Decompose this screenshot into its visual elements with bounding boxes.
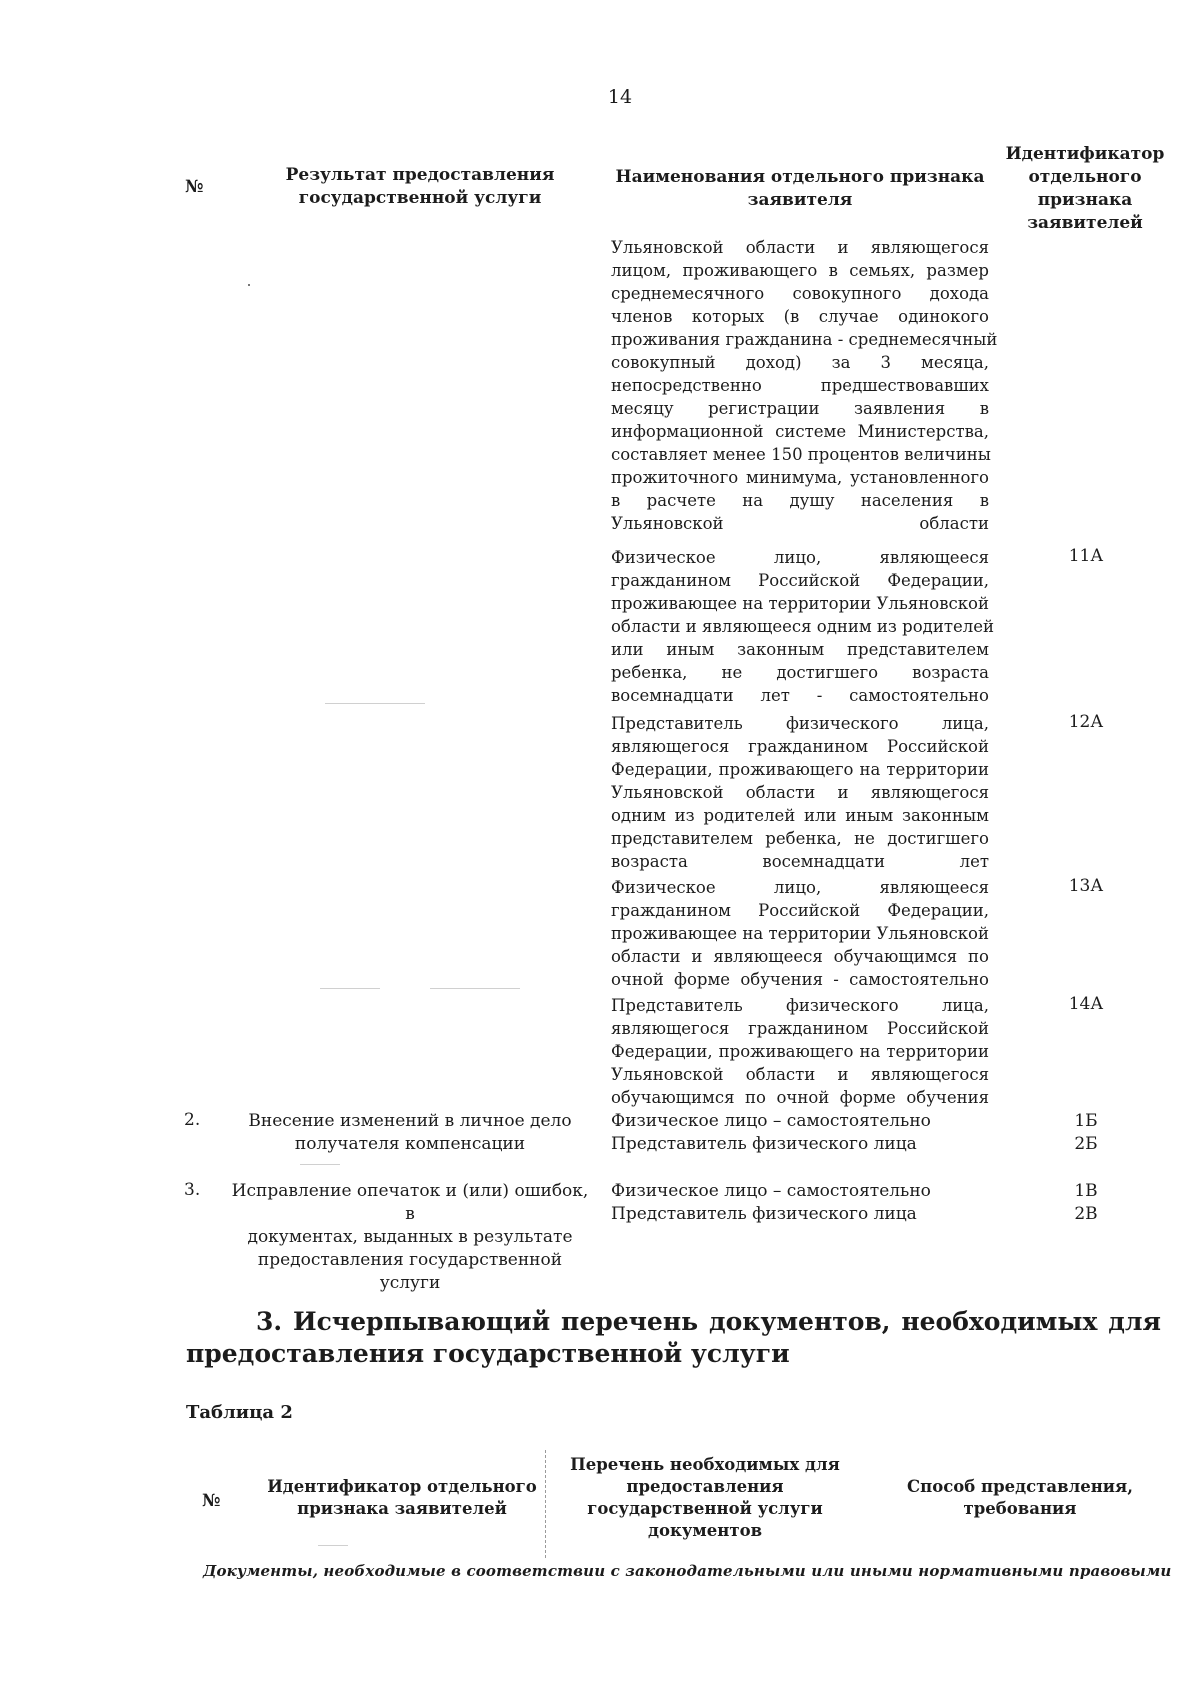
section-word: необходимых xyxy=(901,1307,1098,1336)
section-word: перечень xyxy=(561,1307,699,1336)
text-line: Ульяновской области xyxy=(611,514,989,533)
table2-column-divider xyxy=(545,1450,546,1558)
text-line: являющегося гражданином Российской xyxy=(611,737,989,756)
applicant-feature-cell xyxy=(611,994,989,1109)
header-line: Перечень необходимых для xyxy=(570,1455,840,1474)
text-line: прожиточного минимума, установленного xyxy=(611,468,989,487)
table2-header-documents xyxy=(555,1454,855,1542)
text-line: Физическое лицо – самостоятельно xyxy=(611,1111,931,1131)
header-name-line: заявителя xyxy=(747,190,853,210)
text-line: непосредственно предшествовавших xyxy=(611,376,989,395)
header-result-line: государственной услуги xyxy=(298,188,542,208)
applicant-feature-cell xyxy=(611,1180,989,1226)
identifier-cell: 13А xyxy=(1068,876,1104,896)
text-line: являющегося гражданином Российской xyxy=(611,1019,989,1038)
text-line: одним из родителей или иным законным xyxy=(611,806,989,825)
header-line: предоставления xyxy=(626,1477,784,1496)
header-id-line: отдельного xyxy=(1028,167,1142,187)
text-line: Федерации, проживающего на территории xyxy=(611,1042,989,1061)
table1-header-number: № xyxy=(185,177,204,197)
text-line: или иным законным представителем xyxy=(611,640,989,659)
text-line: возраста восемнадцати лет xyxy=(611,852,989,871)
text-line: очной форме обучения - самостоятельно xyxy=(611,970,989,989)
header-id-line: заявителей xyxy=(1027,213,1143,233)
scan-artifact xyxy=(248,284,250,286)
header-line: требования xyxy=(963,1499,1077,1518)
text-line: в расчете на душу населения в xyxy=(611,491,989,510)
table1-header-id xyxy=(1000,143,1170,235)
section-word: 3. xyxy=(256,1307,283,1336)
header-line: Способ представления, xyxy=(907,1477,1133,1496)
text-line: Представитель физического лица, xyxy=(611,714,989,733)
text-line: представителем ребенка, не достигшего xyxy=(611,829,989,848)
text-line: Ульяновской области и являющегося xyxy=(611,238,989,257)
row-number: 2. xyxy=(184,1110,201,1130)
scan-artifact xyxy=(300,1164,340,1165)
text-line: среднемесячного совокупного дохода xyxy=(611,284,989,303)
result-cell xyxy=(225,1180,595,1295)
identifier-cell xyxy=(1036,1180,1136,1226)
page-number: 14 xyxy=(607,86,633,108)
text-line: проживания гражданина - среднемесячный xyxy=(611,330,998,349)
identifier-line: 2В xyxy=(1074,1204,1098,1224)
applicant-feature-cell xyxy=(611,1110,989,1156)
scan-artifact xyxy=(430,988,520,989)
row-number: 3. xyxy=(184,1180,201,1200)
text-line: лицом, проживающего в семьях, размер xyxy=(611,261,989,280)
text-line: Исправление опечаток и (или) ошибок, в xyxy=(231,1181,589,1224)
header-line: документов xyxy=(647,1521,763,1540)
applicant-feature-cell xyxy=(611,712,989,873)
applicant-feature-cell xyxy=(611,876,989,991)
header-line: государственной услуги xyxy=(587,1499,823,1518)
text-line: области и являющееся обучающимся по xyxy=(611,947,989,966)
section-heading xyxy=(186,1306,1161,1370)
text-line: членов которых (в случае одинокого xyxy=(611,307,989,326)
header-id-line: Идентификатор xyxy=(1005,144,1165,164)
table2-header-number: № xyxy=(202,1491,221,1511)
section-heading-line1 xyxy=(186,1306,1161,1338)
table1-header-name xyxy=(610,166,990,212)
header-result-line: Результат предоставления xyxy=(285,165,555,185)
identifier-line: 2Б xyxy=(1074,1134,1098,1154)
identifier-line: 1Б xyxy=(1074,1111,1098,1131)
header-line: признака заявителей xyxy=(297,1499,507,1518)
text-line: Представитель физического лица xyxy=(611,1204,917,1224)
text-line: составляет менее 150 процентов величины xyxy=(611,445,991,464)
text-line: области и являющееся одним из родителей xyxy=(611,617,994,636)
text-line: Ульяновской области и являющегося xyxy=(611,1065,989,1084)
text-line: восемнадцати лет - самостоятельно xyxy=(611,686,989,705)
table2-header-method xyxy=(880,1476,1160,1520)
text-line: проживающее на территории Ульяновской xyxy=(611,594,989,613)
text-line: проживающее на территории Ульяновской xyxy=(611,924,989,943)
text-line: предоставления государственной услуги xyxy=(257,1250,563,1293)
text-line: обучающимся по очной форме обучения xyxy=(611,1088,989,1107)
applicant-feature-cell xyxy=(611,546,994,707)
table2-header-id xyxy=(262,1476,542,1520)
identifier-cell: 14А xyxy=(1068,994,1104,1014)
identifier-line: 1В xyxy=(1074,1181,1098,1201)
text-line: Федерации, проживающего на территории xyxy=(611,760,989,779)
table2-subheader: Документы, необходимые в соответствии с законодательными или иными нормативными правовыми xyxy=(203,1562,1172,1580)
continuation-cell xyxy=(611,236,998,535)
identifier-cell: 12А xyxy=(1068,712,1104,732)
text-line: Представитель физического лица, xyxy=(611,996,989,1015)
text-line: ребенка, не достигшего возраста xyxy=(611,663,989,682)
text-line: получателя компенсации xyxy=(294,1134,526,1154)
scan-artifact xyxy=(320,988,380,989)
section-word: документов, xyxy=(708,1307,891,1336)
result-cell xyxy=(225,1110,595,1156)
text-line: гражданином Российской Федерации, xyxy=(611,571,989,590)
identifier-cell xyxy=(1036,1110,1136,1156)
table2-caption: Таблица 2 xyxy=(186,1402,293,1423)
identifier-cell: 11А xyxy=(1068,546,1104,566)
text-line: Представитель физического лица xyxy=(611,1134,917,1154)
scan-artifact xyxy=(318,1545,348,1546)
text-line: Ульяновской области и являющегося xyxy=(611,783,989,802)
header-id-line: признака xyxy=(1037,190,1133,210)
header-line: Идентификатор отдельного xyxy=(267,1477,537,1496)
text-line: информационной системе Министерства, xyxy=(611,422,989,441)
section-word: для xyxy=(1108,1307,1161,1336)
text-line: месяцу регистрации заявления в xyxy=(611,399,989,418)
text-line: Физическое лицо – самостоятельно xyxy=(611,1181,931,1201)
section-word: Исчерпывающий xyxy=(292,1307,551,1336)
section-heading-line2: предоставления государственной услуги xyxy=(186,1339,790,1368)
scan-artifact xyxy=(325,703,425,704)
text-line: Внесение изменений в личное дело xyxy=(248,1111,572,1131)
table1-header-result xyxy=(250,164,590,210)
text-line: Физическое лицо, являющееся xyxy=(611,548,989,567)
header-name-line: Наименования отдельного признака xyxy=(615,167,985,187)
text-line: документах, выданных в результате xyxy=(247,1227,573,1247)
text-line: Физическое лицо, являющееся xyxy=(611,878,989,897)
text-line: совокупный доход) за 3 месяца, xyxy=(611,353,989,372)
text-line: гражданином Российской Федерации, xyxy=(611,901,989,920)
